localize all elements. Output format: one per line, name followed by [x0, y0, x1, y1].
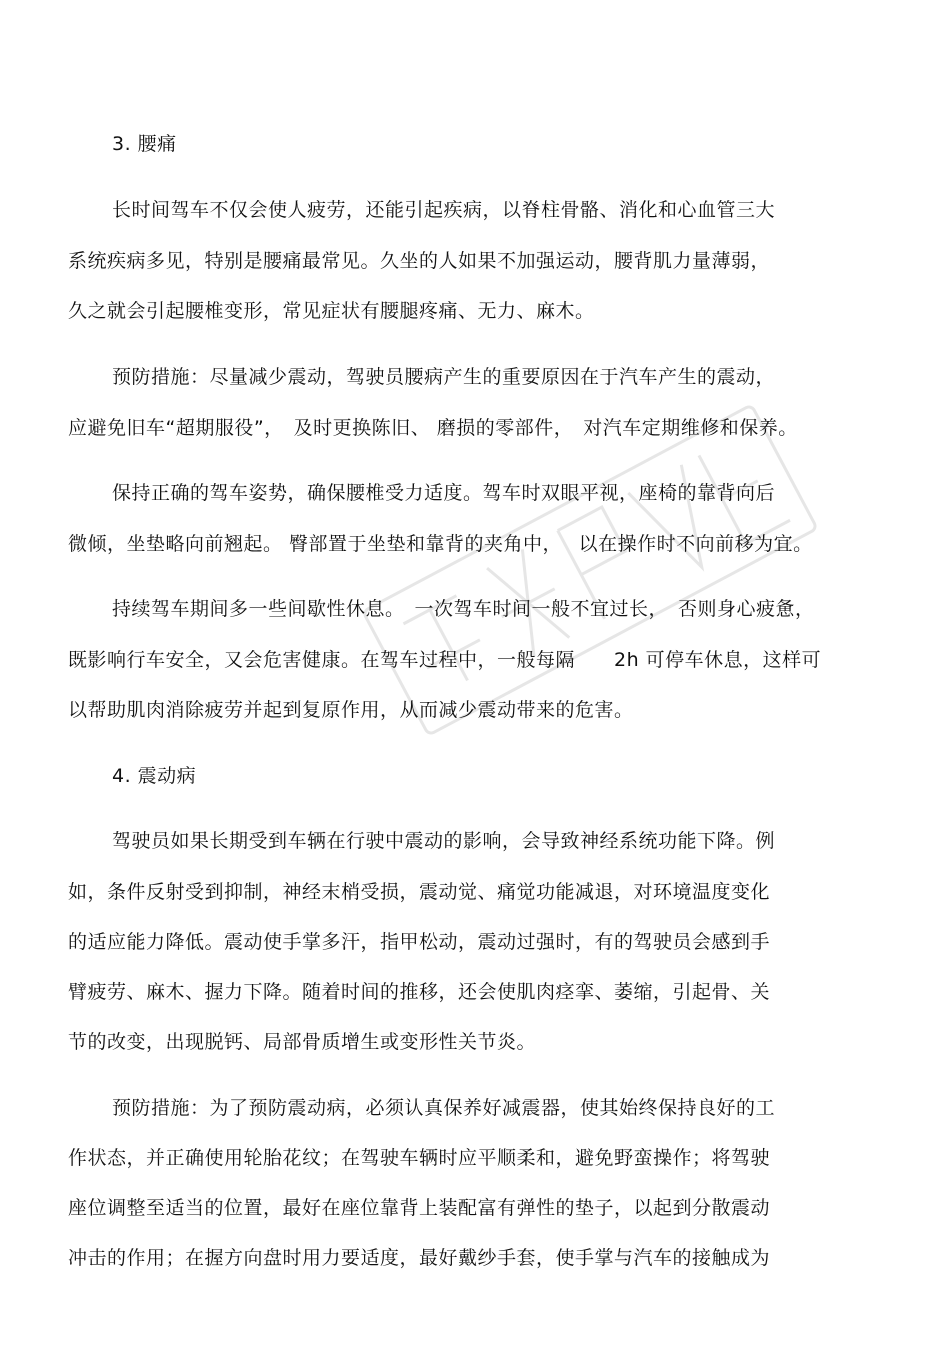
- paragraph-6-line-4: 冲击的作用；在握方向盘时用力要适度，最好戴纱手套，使手掌与汽车的接触成为: [68, 1247, 771, 1269]
- section-heading-3: 3. 腰痛: [112, 133, 177, 155]
- paragraph-5-line-2: 如，条件反射受到抑制，神经末梢受损，震动觉、痛觉功能减退，对环境温度变化: [68, 881, 771, 903]
- paragraph-4-line-2: 既影响行车安全，又会危害健康。在驾车过程中，一般每隔 2h 可停车休息，这样可: [68, 649, 822, 671]
- paragraph-2-line-2: 应避免旧车“超期服役”， 及时更换陈旧、 磨损的零部件， 对汽车定期维修和保养。: [68, 417, 798, 439]
- paragraph-4-line-3: 以帮助肌肉消除疲劳并起到复原作用，从而减少震动带来的危害。: [68, 699, 634, 721]
- paragraph-5-line-5: 节的改变，出现脱钙、局部骨质增生或变形性关节炎。: [68, 1031, 537, 1053]
- paragraph-5-line-3: 的适应能力降低。震动使手掌多汗，指甲松动，震动过强时，有的驾驶员会感到手: [68, 931, 771, 953]
- paragraph-1-line-2: 系统疾病多见，特别是腰痛最常见。久坐的人如果不加强运动，腰背肌力量薄弱，: [68, 250, 771, 272]
- paragraph-6-line-1: 预防措施：为了预防震动病，必须认真保养好减震器，使其始终保持良好的工: [112, 1097, 776, 1119]
- paragraph-2-line-1: 预防措施：尽量减少震动，驾驶员腰病产生的重要原因在于汽车产生的震动，: [112, 366, 776, 388]
- paragraph-1-line-1: 长时间驾车不仅会使人疲劳，还能引起疾病，以脊柱骨骼、消化和心血管三大: [112, 199, 776, 221]
- paragraph-4-line-1: 持续驾车期间多一些间歇性休息。 一次驾车时间一般不宜过长， 否则身心疲惫，: [112, 598, 815, 620]
- paragraph-1-line-3: 久之就会引起腰椎变形，常见症状有腰腿疼痛、无力、麻木。: [68, 300, 595, 322]
- section-heading-4: 4. 震动病: [112, 765, 197, 787]
- paragraph-3-line-1: 保持正确的驾车姿势，确保腰椎受力适度。驾车时双眼平视，座椅的靠背向后: [112, 482, 776, 504]
- paragraph-6-line-2: 作状态，并正确使用轮胎花纹；在驾驶车辆时应平顺柔和，避免野蛮操作；将驾驶: [68, 1147, 771, 1169]
- paragraph-3-line-2: 微倾，坐垫略向前翘起。 臀部置于坐垫和靠背的夹角中， 以在操作时不向前移为宜。: [68, 533, 813, 555]
- paragraph-6-line-3: 座位调整至适当的位置，最好在座位靠背上装配富有弹性的垫子，以起到分散震动: [68, 1197, 771, 1219]
- paragraph-5-line-1: 驾驶员如果长期受到车辆在行驶中震动的影响，会导致神经系统功能下降。例: [112, 830, 776, 852]
- paragraph-5-line-4: 臂疲劳、麻木、握力下降。随着时间的推移，还会使肌肉痉挛、萎缩，引起骨、关: [68, 981, 771, 1003]
